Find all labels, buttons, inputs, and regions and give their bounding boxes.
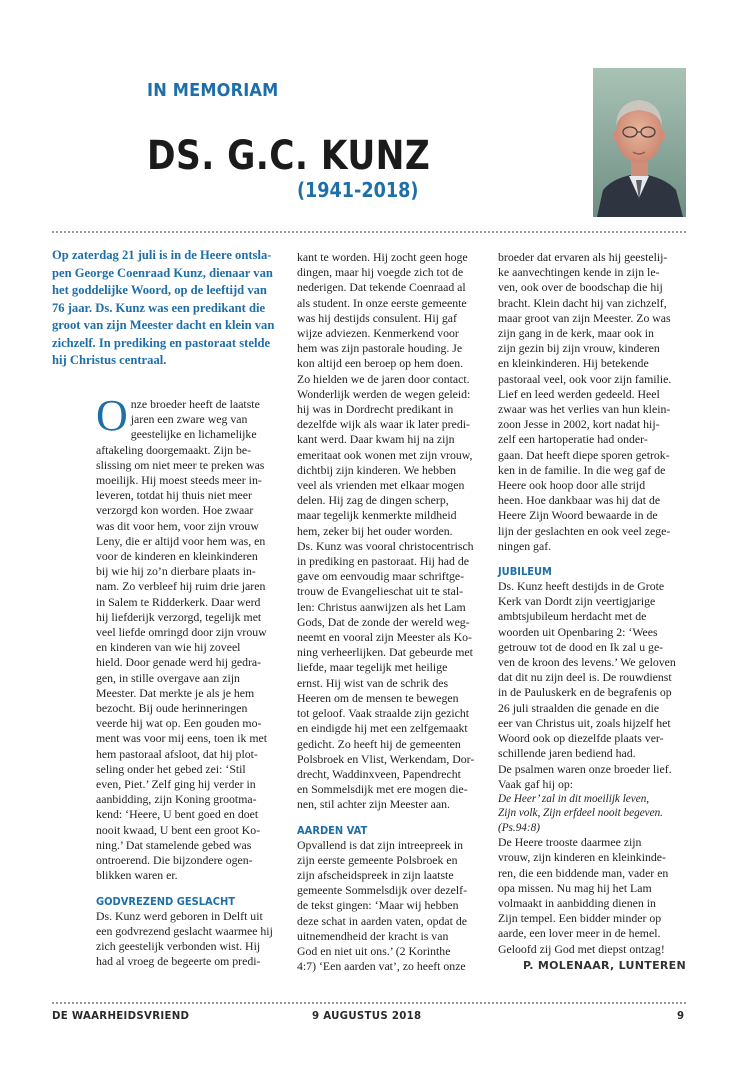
subhead-godvrezend-geslacht: GODVREZEND GESLACHT	[96, 894, 235, 908]
column1-paragraph-2: Ds. Kunz werd geboren in Delft uit een godvrezend geslacht waarmee hij zich geestelijk verbonden wist. Hij had al vroeg de begeerte om predi-	[96, 908, 273, 969]
footer-page-number: 9	[677, 1011, 685, 1022]
subhead-aarden-vat: AARDEN VAT	[297, 823, 368, 837]
footer-publication: DE WAARHEIDSVRIEND	[52, 1011, 190, 1022]
author-signature: P. MOLENAAR, LUNTEREN	[522, 958, 686, 972]
footer-date: 9 AUGUSTUS 2018	[312, 1011, 422, 1022]
column3-paragraph-2: Ds. Kunz heeft destijds in de Grote Kerk van Dordt zijn veertigjarige ambtsjubileum herdacht met de woorden uit Openbaring 2: ‘Wees getrouw tot de dood en Ik zal u ge- ven de kroon des levens.’ We geloven dat dit nu zijn deel is. De rouwdienst in de Pauluskerk en de begrafenis op 26 juli straalden die genade en die eer van Christus uit, zoals hijzelf het Woord ook op diezelfde plaats ver- schillende jaren bediend had. De psalmen waren onze broeder lief. Vaak gaf hij op:	[498, 579, 676, 791]
section-kicker: IN MEMORIAM	[147, 80, 279, 101]
portrait-photo	[593, 68, 686, 217]
column1-paragraph-1: nze broeder heeft de laatste jaren een zware weg van geestelijke en lichamelijke aftakeling doorgemaakt. Zijn be- slissing om niet meer te preken was moeilijk. Hij moest steeds meer in- leveren, totdat hij thuis niet meer verzorgd kon worden. Hoe zwaar was dit voor hem, voor zijn vrouw Leny, die er altijd voor hem was, en voor de kinderen en kleinkinderen bij wie hij zo’n dierbare plaats in- nam. Zo verbleef hij ruim drie jaren in Salem te Ridderkerk. Daar werd hij liefderijk verzorgd, tegelijk met veel liefde omringd door zijn vrouw en kinderen van wie hij zoveel hield. Door genade werd hij gedra- gen, in stille overgave aan zijn Meester. Dat merkte je als je hem bezocht. Bij oude herinneringen veerde hij wat op. Een gouden mo- ment was voor mij eens, toen ik met hem pastoraal afsloot, dat hij plot- seling onder het gebed zei: ‘Stil even, Piet.’ Zelf ging hij verder in aanbidding, zijn Koning grootma- kend: ‘Heere, U bent goed en doet nooit kwaad, U bent een groot Ko- ning.’ Dat stamelende gebed was ontroerend. Die bijzondere ogen- blikken waren er.	[96, 397, 268, 883]
column2-paragraph-1: kant te worden. Hij zocht geen hoge dingen, maar hij voegde zich tot de nederigen. Dat tekende Coenraad al als student. In onze eerste gemeente was hij destijds consulent. Hij gaf wijze adviezen. Kenmerkend voor hem was zijn pastorale houding. Je kon altijd een beroep op hem doen. Zo hielden we de jaren door contact. Wonderlijk werden de wegen geleid: hij was in Dordrecht predikant in dezelfde wijk als waar ik later predi- kant werd. Daar kwam hij na zijn emeritaat ook wonen met zijn vrouw, dichtbij zijn kinderen. We hebben veel als vrienden met elkaar mogen delen. Hij zag de dingen scherp, maar tegelijk kenmerkte mildheid hem, zeker bij het ouder worden. Ds. Kunz was vooral christocentrisch in prediking en pastoraat. Hij had de gave om eenvoudig maar schriftge- trouw de Evangelieschat uit te stal- len: Christus aanwijzen als het Lam Gods, Dat de zonde der wereld weg- neemt en vooral zijn Meester als Ko- ning verheerlijken. Dat gebeurde met liefde, maar tegelijk met heilige ernst. Hij wist van de schrik des Heeren om de mensen te bewegen tot geloof. Vaak straalde zijn gezicht en eindigde hij met een zelfgemaakt gedicht. Zo heeft hij de gemeenten Polsbroek en Vlist, Werkendam, Dor- drecht, Waddinxveen, Papendrecht en Sommelsdijk met ere mogen die- nen, stil achter zijn Meester aan.	[297, 250, 475, 812]
top-divider	[52, 231, 686, 233]
bottom-divider	[52, 1002, 686, 1004]
article-column-3	[498, 250, 688, 973]
column3-paragraph-3: De Heere trooste daarmee zijn vrouw, zijn kinderen en kleinkinde- ren, die een biddende man, vader en opa missen. Nu mag hij het Lam volmaakt in aanbidding dienen in Zijn tempel. Een bidder minder op aarde, een lover meer in de hemel. Geloofd zij God met diepst ontzag!	[498, 835, 669, 956]
column2-paragraph-2: Opvallend is dat zijn intreepreek in zijn eerste gemeente Polsbroek en zijn afscheidspreek in zijn laatste gemeente Sommelsdijk over dezelf- de tekst gingen: ‘Maar wij hebben deze schat in aarden vaten, opdat de uitnemendheid der kracht is van God en niet uit ons.’ (2 Korinthe 4:7) ‘Een aarden vat’, zo heeft onze	[297, 837, 468, 974]
drop-cap: O	[96, 391, 128, 440]
psalm-quote: De Heer’ zal in dit moeilijk leven, Zijn volk, Zijn erfdeel nooit begeven. (Ps.94:8)	[498, 792, 663, 834]
column3-paragraph-1: broeder dat ervaren als hij geestelij- ke aanvechtingen kende in zijn le- ven, ook over de boodschap die hij bracht. Klein dacht hij van zichzelf, maar groot van zijn Meester. Zo was zijn gang in de kerk, maar ook in zijn gezin bij zijn vrouw, kinderen en kleinkinderen. Hij betekende pastoraal veel, ook voor zijn familie. Lief en leed werden gedeeld. Heel zwaar was het verlies van hun klein- zoon Jesse in 2002, kort nadat hij- zelf een hartoperatie had onder- gaan. Dat heeft diepe sporen getrok- ken in de familie. In die weg gaf de Heere ook hoop door alle strijd heen. Hoe dankbaar was hij dat de Heere Zijn Woord bewaarde in de lijn der geslachten en ook veel zege- ningen gaf.	[498, 250, 672, 553]
portrait-photo-illustration	[593, 68, 686, 217]
subhead-jubileum: JUBILEUM	[498, 565, 552, 579]
article-column-1	[96, 391, 284, 969]
article-column-2	[297, 250, 489, 974]
life-years: (1941-2018)	[297, 178, 419, 202]
intro-lead: Op zaterdag 21 juli is in de Heere ontsla- pen George Coenraad Kunz, dienaar van het goddelijke Woord, op de leeftijd van 76 jaar. Ds. Kunz was een predikant die groot van zijn Meester dacht en klein van zichzelf. In prediking en pastoraat stelde hij Christus centraal.	[52, 248, 275, 367]
article-title: DS. G.C. KUNZ	[147, 133, 431, 179]
